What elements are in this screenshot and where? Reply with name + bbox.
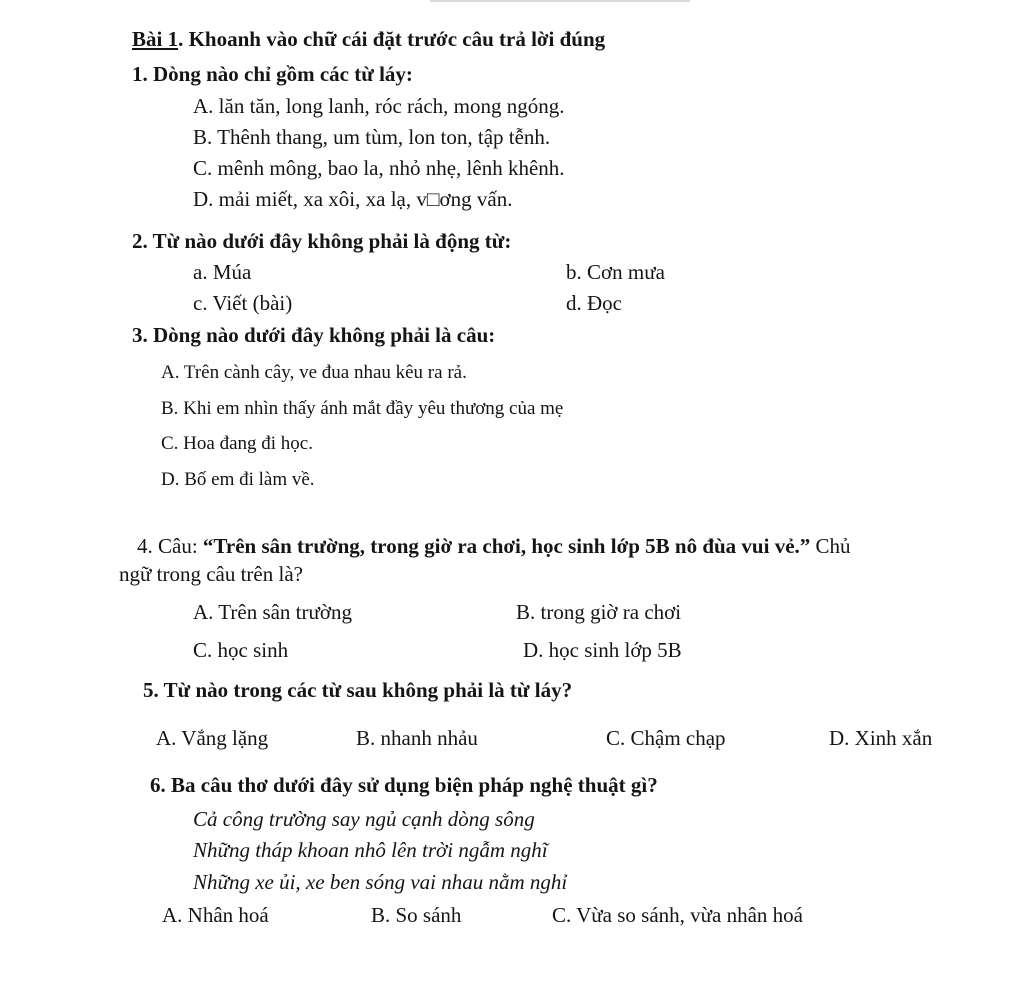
q2-option-d[interactable]: d. Đọc [566, 291, 622, 315]
q2-question: 2. Từ nào dưới đây không phải là động từ: [132, 229, 512, 253]
q4-prefix: 4. Câu: [137, 534, 203, 558]
q1-option-d[interactable]: D. mải miết, xa xôi, xa lạ, v□ơng vấn. [193, 187, 513, 211]
q3-option-d[interactable]: D. Bố em đi làm về. [161, 469, 315, 490]
q5-question: 5. Từ nào trong các từ sau không phải là từ láy? [143, 678, 573, 702]
q3-option-c[interactable]: C. Hoa đang đi học. [161, 433, 313, 454]
q1-option-c[interactable]: C. mênh mông, bao la, nhỏ nhẹ, lênh khênh. [193, 156, 565, 180]
q1-option-b[interactable]: B. Thênh thang, um tùm, lon ton, tập tễnh. [193, 125, 551, 149]
exercise-instruction: . Khoanh vào chữ cái đặt trước câu trả lời đúng [178, 27, 606, 51]
q3-question: 3. Dòng nào dưới đây không phải là câu: [132, 323, 496, 347]
q2-option-c[interactable]: c. Viết (bài) [193, 291, 293, 315]
q6-option-c[interactable]: C. Vừa so sánh, vừa nhân hoá [552, 903, 804, 927]
q3-option-b[interactable]: B. Khi em nhìn thấy ánh mắt đầy yêu thương của mẹ [161, 398, 564, 419]
q5-option-c[interactable]: C. Chậm chạp [606, 726, 726, 750]
q5-option-a[interactable]: A. Vắng lặng [156, 726, 269, 750]
q6-question: 6. Ba câu thơ dưới đây sử dụng biện pháp nghệ thuật gì? [150, 773, 658, 797]
q3-option-a[interactable]: A. Trên cành cây, ve đua nhau kêu ra rả. [161, 362, 467, 383]
top-edge-line [430, 0, 690, 2]
q1-question: 1. Dòng nào chỉ gồm các từ láy: [132, 62, 413, 86]
q5-option-d[interactable]: D. Xinh xắn [829, 726, 933, 750]
q6-poem-line-3: Những xe ủi, xe ben sóng vai nhau nằm nghỉ [193, 870, 568, 894]
q4-option-c[interactable]: C. học sinh [193, 638, 289, 662]
q6-poem-line-1: Cả công trường say ngủ cạnh dòng sông [193, 807, 535, 831]
q4-option-b[interactable]: B. trong giờ ra chơi [516, 600, 682, 624]
q2-option-b[interactable]: b. Cơn mưa [566, 260, 665, 284]
q6-option-b[interactable]: B. So sánh [371, 903, 462, 927]
q4-question [137, 536, 851, 557]
q4-suffix: Chủ [810, 534, 851, 558]
q2-option-a[interactable]: a. Múa [193, 260, 252, 284]
q1-option-a[interactable]: A. lăn tăn, long lanh, róc rách, mong ngóng. [193, 94, 565, 118]
q5-option-b[interactable]: B. nhanh nhảu [356, 726, 478, 750]
q4-question-line2: ngữ trong câu trên là? [119, 562, 303, 586]
q4-option-d[interactable]: D. học sinh lớp 5B [523, 638, 682, 662]
q6-option-a[interactable]: A. Nhân hoá [162, 903, 269, 927]
exercise-number: Bài 1 [132, 27, 179, 51]
q4-quote: “Trên sân trường, trong giờ ra chơi, học sinh lớp 5B nô đùa vui vẻ.” [202, 534, 811, 558]
q6-poem-line-2: Những tháp khoan nhô lên trời ngẫm nghĩ [193, 838, 548, 862]
exercise-title [132, 29, 605, 50]
q4-option-a[interactable]: A. Trên sân trường [193, 600, 352, 624]
